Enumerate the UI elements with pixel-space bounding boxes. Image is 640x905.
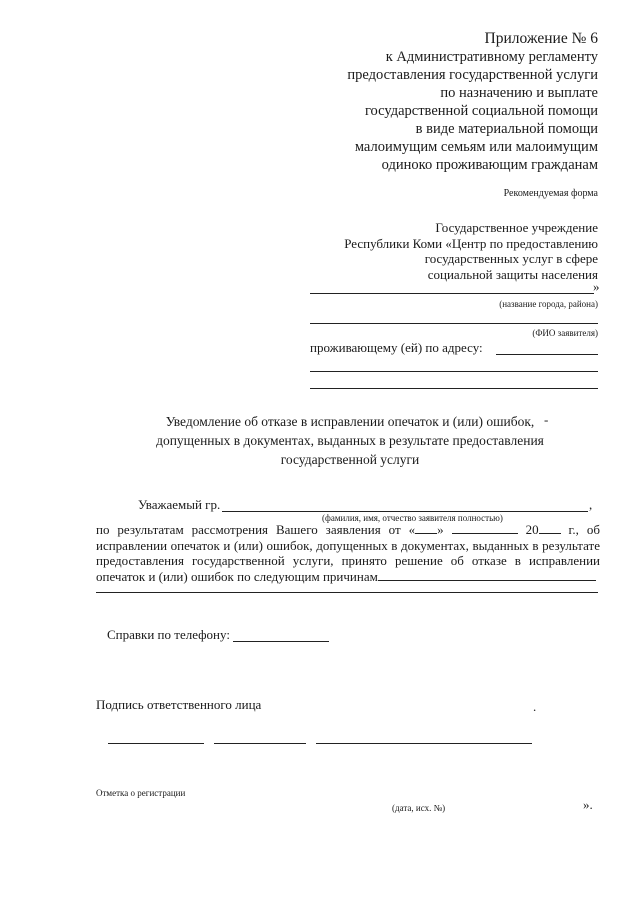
city-field-line[interactable] xyxy=(310,293,594,294)
salutation-comma: , xyxy=(589,497,593,512)
registration-label: Отметка о регистрации xyxy=(96,788,186,798)
addressee-line: Государственное учреждение xyxy=(435,220,598,235)
reasons-field[interactable] xyxy=(378,570,596,581)
addressee-line: государственных услуг в сфере xyxy=(424,251,598,266)
body-line-1 xyxy=(96,522,600,538)
title-line: допущенных в документах, выданных в результате предоставления xyxy=(156,433,544,448)
appendix-line: малоимущим семьям или малоимущим xyxy=(354,139,598,155)
addressee-block xyxy=(344,220,598,282)
phone-field[interactable] xyxy=(233,641,329,642)
reasons-field-line-2[interactable] xyxy=(96,592,598,593)
city-caption: (название города, района) xyxy=(499,299,598,309)
title-line: Уведомление об отказе в исправлении опечаток и (или) ошибок, xyxy=(165,414,535,429)
appendix-line: государственной социальной помощи xyxy=(364,103,598,119)
body-line-4 xyxy=(96,569,600,585)
appendix-line: Приложение № 6 xyxy=(484,30,598,47)
appendix-line: по назначению и выплате xyxy=(440,85,598,101)
body-line-2: исправлении опечаток и (или) ошибок, допущенных в документах, выданных в результате xyxy=(96,537,600,553)
signature-name-field[interactable] xyxy=(316,743,532,744)
form-type-label: Рекомендуемая форма xyxy=(503,188,598,199)
applicant-name-caption: (фамилия, имя, отчество заявителя полностью) xyxy=(322,513,503,523)
appendix-line: в виде материальной помощи xyxy=(415,121,598,137)
signature-field[interactable] xyxy=(214,743,306,744)
appendix-line: предоставления государственной услуги xyxy=(347,67,598,83)
fio-field-line[interactable] xyxy=(310,323,598,324)
registration-end: ». xyxy=(583,797,593,812)
signature-position-field[interactable] xyxy=(108,743,204,744)
body-part: г., об xyxy=(568,522,600,537)
signature-label: Подпись ответственного лица xyxy=(96,697,262,712)
registration-caption: (дата, исх. №) xyxy=(392,803,446,813)
title-line: государственной услуги xyxy=(280,452,420,467)
month-field[interactable] xyxy=(452,523,518,534)
phone-label: Справки по телефону: xyxy=(107,627,230,642)
body-part: опечаток и (или) ошибок по следующим причинам xyxy=(96,568,378,584)
addressee-line: социальной защиты населения xyxy=(427,266,598,282)
address-field-line-1[interactable] xyxy=(496,354,598,355)
day-field[interactable] xyxy=(415,523,437,534)
year-field[interactable] xyxy=(539,523,561,534)
stray-mark: - xyxy=(544,412,549,427)
body-part: 20 xyxy=(525,522,539,537)
body-line-3: предоставления государственной услуги, принято решение об отказе в исправлении xyxy=(96,553,600,568)
closing-quote: » xyxy=(593,279,600,294)
salutation-label: Уважаемый гр. xyxy=(138,497,221,512)
applicant-name-field[interactable] xyxy=(222,511,588,512)
address-label: проживающему (ей) по адресу: xyxy=(310,340,483,355)
decision-paragraph xyxy=(96,522,600,584)
body-part: » xyxy=(437,522,444,537)
fio-caption: (ФИО заявителя) xyxy=(532,328,598,338)
appendix-header xyxy=(347,30,598,174)
appendix-line: одиноко проживающим гражданам xyxy=(381,157,598,173)
address-field-line-3[interactable] xyxy=(310,388,598,389)
address-field-line-2[interactable] xyxy=(310,371,598,372)
document-title xyxy=(140,412,560,469)
body-part: по результатам рассмотрения Вашего заявления от « xyxy=(96,522,416,537)
appendix-line: к Административному регламенту xyxy=(385,49,598,65)
stray-mark: . xyxy=(533,699,537,714)
addressee-line: Республики Коми «Центр по предоставлению xyxy=(344,235,598,251)
